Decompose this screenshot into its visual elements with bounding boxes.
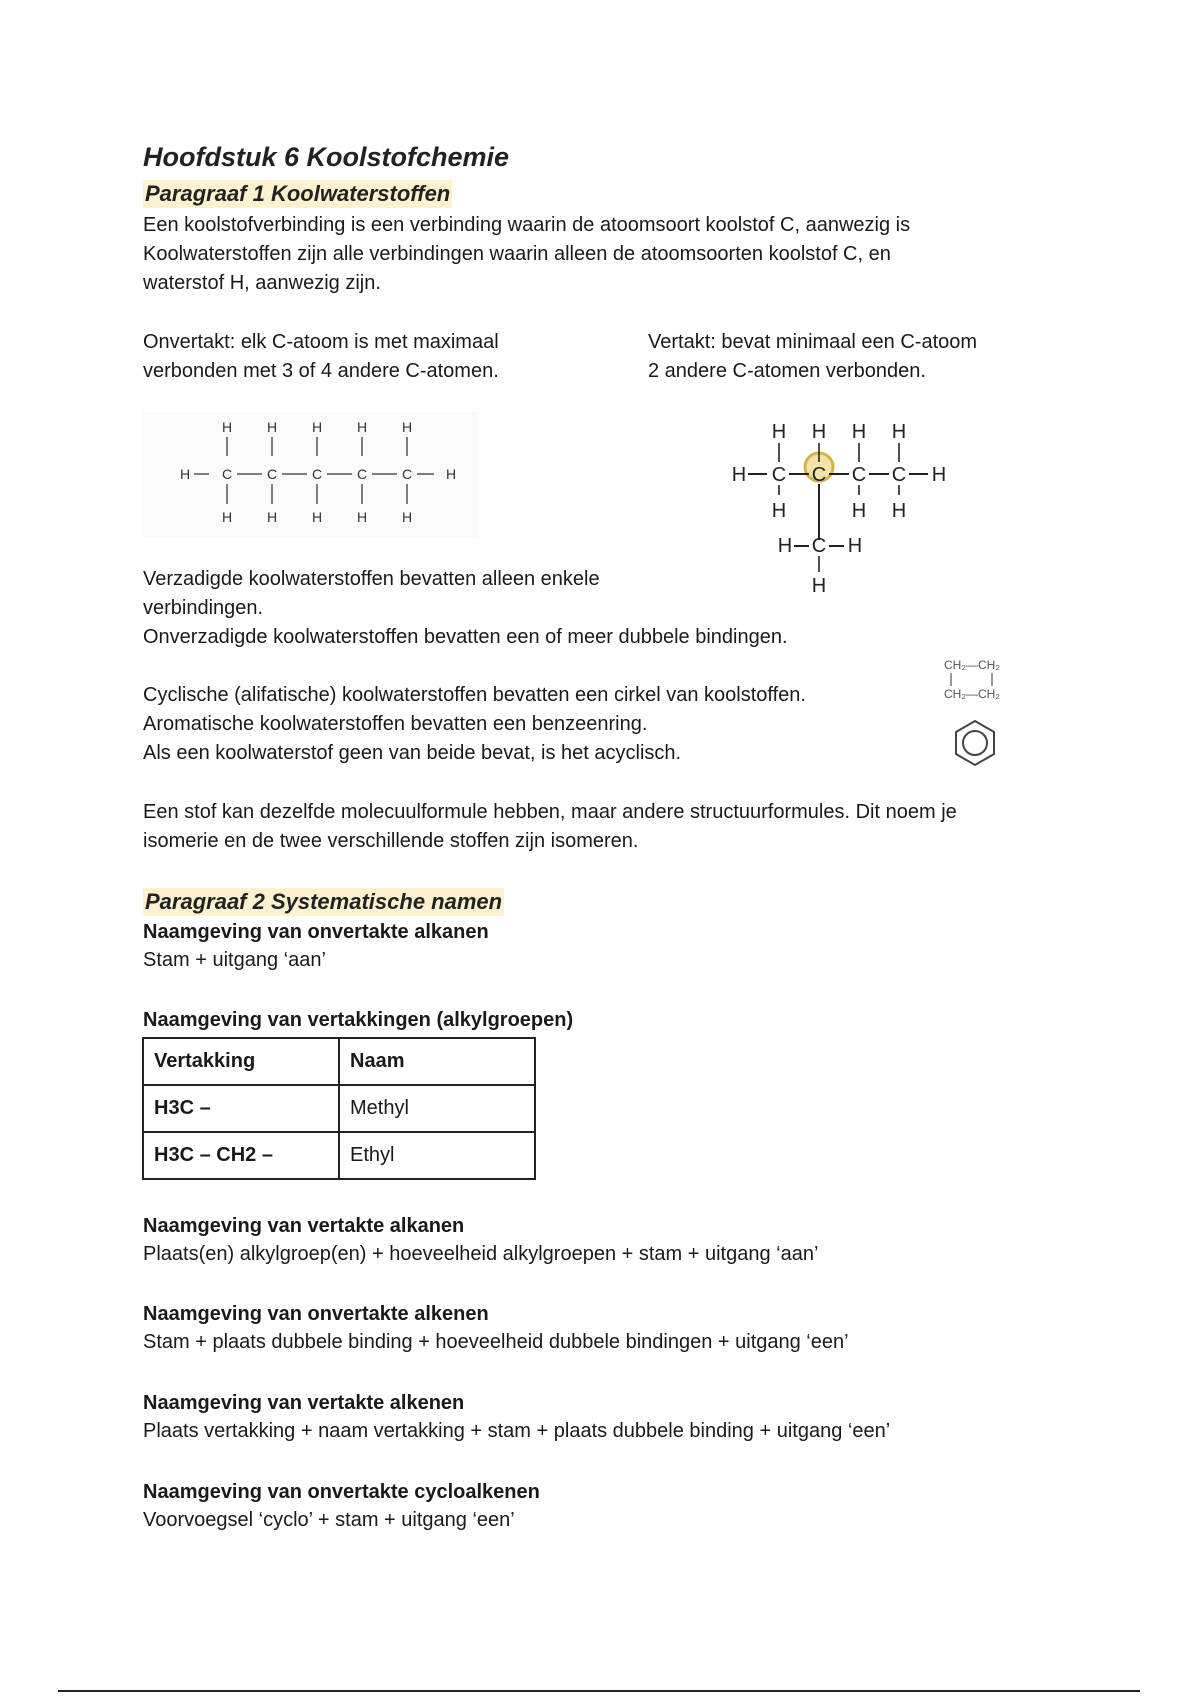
text-line: Aromatische koolwaterstoffen bevatten een benzeenring. (143, 713, 648, 735)
text-line: verbonden met 3 of 4 andere C-atomen. (143, 360, 499, 382)
pentane-structure-diagram (143, 412, 478, 537)
naming-block-unbranched-alkenes (143, 1300, 1143, 1357)
cyclic-paragraph (143, 681, 1043, 768)
hydrogen-atom: H (847, 535, 863, 557)
hydrogen-atom: H (851, 421, 867, 443)
carbon-atom: C (851, 464, 867, 486)
carbon-atom: C (811, 464, 827, 486)
saturated-definition (143, 565, 703, 623)
hydrogen-atom: H (771, 421, 787, 443)
naming-block-cycloalkenes (143, 1478, 1143, 1535)
block-text: Plaats vertakking + naam vertakking + stam + plaats dubbele binding + uitgang ‘een’ (143, 1420, 891, 1442)
text-line: waterstof H, aanwezig zijn. (143, 272, 381, 294)
hydrogen-atom: H (221, 509, 233, 525)
intro-paragraph (143, 211, 1143, 298)
table-header-row (143, 1038, 535, 1085)
ring-label-top: CH₂—CH₂ (944, 658, 1000, 672)
text-line: Een koolstofverbinding is een verbinding waarin de atoomsoort koolstof C, aanwezig is (143, 214, 911, 236)
hydrogen-atom: H (811, 575, 827, 597)
carbon-atom: C (221, 466, 233, 482)
text-line: isomerie en de twee verschillende stoffen zijn isomeren. (143, 830, 639, 852)
hydrogen-atom: H (401, 509, 413, 525)
hydrogen-atom: H (179, 466, 191, 482)
text-line: Verzadigde koolwaterstoffen bevatten alleen enkele (143, 568, 600, 590)
hydrogen-atom: H (356, 419, 368, 435)
hydrogen-atom: H (266, 419, 278, 435)
hydrogen-atom: H (891, 500, 907, 522)
isomer-paragraph (143, 798, 1153, 856)
hydrogen-atom: H (311, 509, 323, 525)
hydrogen-atom: H (266, 509, 278, 525)
hydrogen-atom: H (931, 464, 947, 486)
block-text: Voorvoegsel ‘cyclo’ + stam + uitgang ‘een’ (143, 1509, 515, 1531)
hydrogen-atom: H (771, 500, 787, 522)
text-line: verbindingen. (143, 597, 264, 619)
page-title: Hoofdstuk 6 Koolstofchemie (143, 142, 510, 172)
naming-block-branched-alkanes (143, 1212, 1143, 1269)
naming-block-branched-alkenes (143, 1389, 1143, 1446)
block-text: Plaats(en) alkylgroep(en) + hoeveelheid alkylgroepen + stam + uitgang ‘aan’ (143, 1243, 819, 1265)
branched-definition (648, 328, 1118, 386)
block-title: Naamgeving van vertakte alkanen (143, 1215, 465, 1237)
block-title: Naamgeving van onvertakte alkanen (143, 921, 489, 943)
text-line: Als een koolwaterstof geen van beide bevat, is het acyclisch. (143, 742, 682, 764)
carbon-atom: C (891, 464, 907, 486)
hydrogen-atom: H (891, 421, 907, 443)
block-text: Stam + uitgang ‘aan’ (143, 949, 326, 971)
methylbutane-structure-diagram (725, 412, 955, 597)
unbranched-definition (143, 328, 613, 386)
table-cell: H3C – CH2 – (143, 1132, 339, 1179)
table-row (143, 1132, 535, 1179)
hydrogen-atom: H (445, 466, 457, 482)
text-line: Onvertakt: elk C-atoom is met maximaal (143, 331, 499, 353)
hydrogen-atom: H (777, 535, 793, 557)
table-cell: Methyl (339, 1085, 535, 1132)
hydrogen-atom: H (401, 419, 413, 435)
section-1-heading: Paragraaf 1 Koolwaterstoffen (145, 181, 451, 206)
hydrogen-atom: H (811, 421, 827, 443)
naming-block-unbranched-alkanes (143, 918, 1143, 975)
hydrogen-atom: H (221, 419, 233, 435)
text-line: Koolwaterstoffen zijn alle verbindingen waarin alleen de atoomsoorten koolstof C, en (143, 243, 891, 265)
table-row (143, 1085, 535, 1132)
carbon-atom: C (311, 466, 323, 482)
carbon-atom: C (266, 466, 278, 482)
block-title: Naamgeving van onvertakte alkenen (143, 1303, 489, 1325)
carbon-atom: C (356, 466, 368, 482)
table-header-cell: Naam (339, 1038, 535, 1085)
text-line: Cyclische (alifatische) koolwaterstoffen bevatten een cirkel van koolstoffen. (143, 684, 806, 706)
table-cell: H3C – (143, 1085, 339, 1132)
block-title: Naamgeving van onvertakte cycloalkenen (143, 1481, 540, 1503)
block-title: Naamgeving van vertakte alkenen (143, 1392, 465, 1414)
page-footer-divider (58, 1690, 1140, 1692)
carbon-atom: C (811, 535, 827, 557)
text-line: Een stof kan dezelfde molecuulformule hebben, maar andere structuurformules. Dit noem je (143, 801, 957, 823)
hydrogen-atom: H (356, 509, 368, 525)
hydrogen-atom: H (731, 464, 747, 486)
unsaturated-definition: Onverzadigde koolwaterstoffen bevatten een of meer dubbele bindingen. (143, 626, 788, 648)
text-line: Vertakt: bevat minimaal een C-atoom (648, 331, 978, 353)
ring-label-bottom: CH₂—CH₂ (944, 687, 1000, 701)
carbon-atom: C (401, 466, 413, 482)
hydrogen-atom: H (851, 500, 867, 522)
hydrogen-atom: H (311, 419, 323, 435)
table-header-cell: Vertakking (143, 1038, 339, 1085)
table-cell: Ethyl (339, 1132, 535, 1179)
section-2-heading: Paragraaf 2 Systematische namen (145, 889, 503, 914)
block-title-alkyl-groups: Naamgeving van vertakkingen (alkylgroepen) (143, 1009, 574, 1031)
alkyl-groups-table (142, 1037, 536, 1180)
benzene-ring-icon (950, 718, 1000, 768)
carbon-atom: C (771, 464, 787, 486)
block-text: Stam + plaats dubbele binding + hoeveelheid dubbele bindingen + uitgang ‘een’ (143, 1331, 849, 1353)
text-line: 2 andere C-atomen verbonden. (648, 360, 926, 382)
